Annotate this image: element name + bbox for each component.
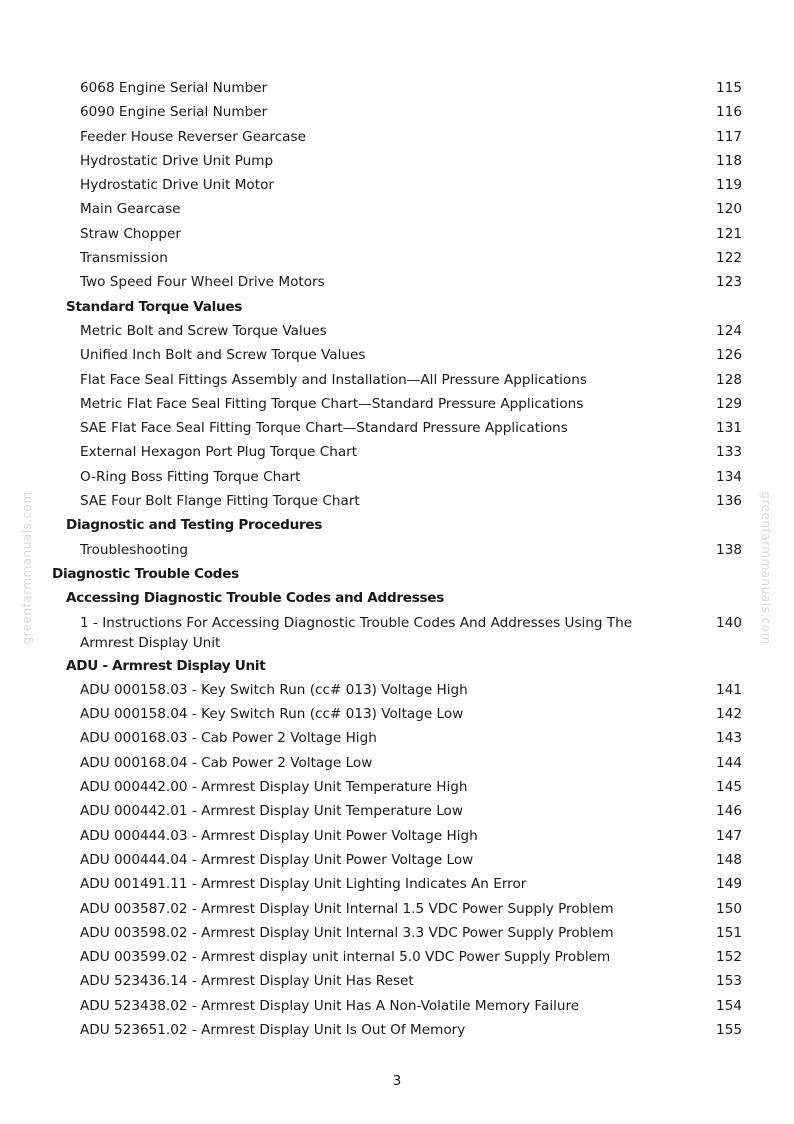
toc-entry-title: ADU 000442.00 - Armrest Display Unit Temperature High	[80, 779, 468, 796]
toc-entry-page: 120	[716, 201, 742, 218]
toc-entry[interactable]	[0, 1018, 794, 1042]
toc-entry-title: ADU - Armrest Display Unit	[66, 657, 266, 674]
toc-entry[interactable]	[0, 125, 794, 149]
table-of-contents	[0, 76, 794, 1042]
toc-entry-page: 128	[716, 371, 742, 388]
toc-entry-page: 147	[716, 827, 742, 844]
toc-entry-title: External Hexagon Port Plug Torque Chart	[80, 444, 358, 461]
toc-entry-title: Diagnostic Trouble Codes	[52, 565, 239, 582]
toc-entry-page: 123	[716, 274, 742, 291]
toc-entry-title: Transmission	[80, 250, 168, 267]
toc-entry-title: Main Gearcase	[80, 201, 181, 218]
toc-entry[interactable]	[0, 897, 794, 921]
toc-entry[interactable]	[0, 799, 794, 823]
toc-entry-title: Two Speed Four Wheel Drive Motors	[80, 274, 325, 291]
toc-entry[interactable]	[0, 994, 794, 1018]
toc-entry[interactable]	[0, 702, 794, 726]
toc-entry[interactable]	[0, 392, 794, 416]
toc-chapter-heading[interactable]	[0, 562, 794, 586]
toc-entry[interactable]	[0, 945, 794, 969]
toc-entry-title: ADU 001491.11 - Armrest Display Unit Lighting Indicates An Error	[80, 876, 527, 893]
toc-section-heading[interactable]	[0, 654, 794, 678]
toc-entry-title: Metric Flat Face Seal Fitting Torque Chart—Standard Pressure Applications	[80, 395, 584, 412]
toc-entry[interactable]	[0, 343, 794, 367]
toc-entry-title: ADU 003598.02 - Armrest Display Unit Internal 3.3 VDC Power Supply Problem	[80, 924, 614, 941]
watermark-right: greenfarmmanuals.com	[759, 491, 773, 645]
toc-entry[interactable]	[0, 76, 794, 100]
toc-entry-title: ADU 000158.04 - Key Switch Run (cc# 013) Voltage Low	[80, 706, 464, 723]
toc-entry-title: 6068 Engine Serial Number	[80, 80, 268, 96]
toc-entry-title: ADU 000158.03 - Key Switch Run (cc# 013) Voltage High	[80, 681, 468, 698]
toc-entry[interactable]	[0, 465, 794, 489]
toc-entry-title: ADU 000444.03 - Armrest Display Unit Power Voltage High	[80, 827, 478, 844]
toc-entry-title: Accessing Diagnostic Trouble Codes and Addresses	[66, 590, 444, 607]
toc-entry-page: 117	[716, 128, 742, 145]
toc-entry-title: Unified Inch Bolt and Screw Torque Values	[80, 347, 366, 364]
toc-entry-title: ADU 000444.04 - Armrest Display Unit Power Voltage Low	[80, 851, 474, 868]
toc-entry-page: 151	[716, 924, 742, 941]
toc-entry-page: 145	[716, 779, 742, 796]
toc-entry-title: Standard Torque Values	[66, 298, 243, 315]
toc-entry[interactable]	[0, 538, 794, 562]
toc-entry-page: 138	[716, 541, 742, 558]
toc-entry-page: 149	[716, 876, 742, 893]
toc-entry[interactable]	[0, 197, 794, 221]
toc-entry[interactable]	[0, 319, 794, 343]
toc-entry-title: Diagnostic and Testing Procedures	[66, 517, 323, 534]
toc-section-heading[interactable]	[0, 295, 794, 319]
toc-entry[interactable]	[0, 489, 794, 513]
toc-entry-title: Hydrostatic Drive Unit Motor	[80, 177, 274, 194]
toc-entry-page: 131	[716, 420, 742, 437]
toc-entry-page: 124	[716, 322, 742, 339]
toc-entry[interactable]	[0, 848, 794, 872]
toc-entry-title: ADU 000442.01 - Armrest Display Unit Temperature Low	[80, 803, 463, 820]
toc-entry-page: 134	[716, 468, 742, 485]
toc-entry-title: ADU 523436.14 - Armrest Display Unit Has Reset	[80, 973, 414, 990]
watermark-left: greenfarmmanuals.com	[20, 491, 34, 645]
toc-section-heading[interactable]	[0, 513, 794, 537]
toc-entry-page: 144	[716, 754, 742, 771]
toc-entry-title: Straw Chopper	[80, 225, 181, 242]
toc-entry-page: 121	[716, 225, 742, 242]
toc-entry[interactable]	[0, 921, 794, 945]
toc-entry[interactable]	[0, 824, 794, 848]
toc-entry-title: O-Ring Boss Fitting Torque Chart	[80, 468, 301, 485]
toc-entry-page: 155	[716, 1021, 742, 1038]
toc-entry-page: 154	[716, 997, 742, 1014]
toc-entry[interactable]	[0, 368, 794, 392]
toc-entry-title: Metric Bolt and Screw Torque Values	[80, 322, 327, 339]
toc-entry-title: ADU 000168.04 - Cab Power 2 Voltage Low	[80, 754, 373, 771]
toc-entry-page: 152	[716, 949, 742, 966]
toc-entry-page: 129	[716, 395, 742, 412]
toc-entry[interactable]	[0, 149, 794, 173]
toc-entry[interactable]	[0, 726, 794, 750]
toc-entry-page: 122	[716, 250, 742, 267]
toc-entry-page: 141	[716, 681, 742, 698]
toc-entry[interactable]	[0, 440, 794, 464]
toc-entry[interactable]	[0, 246, 794, 270]
toc-entry[interactable]	[0, 270, 794, 294]
toc-entry-page: 148	[716, 851, 742, 868]
toc-entry-title: 1 - Instructions For Accessing Diagnostic Trouble Codes And Addresses Using The Armrest Display Unit	[80, 614, 633, 651]
toc-entry-title: SAE Flat Face Seal Fitting Torque Chart—Standard Pressure Applications	[80, 420, 568, 437]
toc-section-heading[interactable]	[0, 586, 794, 610]
toc-entry-title: ADU 003587.02 - Armrest Display Unit Internal 1.5 VDC Power Supply Problem	[80, 900, 614, 917]
toc-entry-page: 126	[716, 347, 742, 364]
toc-entry-page: 146	[716, 803, 742, 820]
toc-entry-page: 153	[716, 973, 742, 990]
toc-entry-title: ADU 523438.02 - Armrest Display Unit Has A Non-Volatile Memory Failure	[80, 997, 580, 1014]
toc-entry-title: Feeder House Reverser Gearcase	[80, 128, 306, 145]
toc-entry[interactable]	[0, 969, 794, 993]
toc-entry-title: ADU 523651.02 - Armrest Display Unit Is Out Of Memory	[80, 1021, 466, 1038]
toc-entry-title: ADU 003599.02 - Armrest display unit internal 5.0 VDC Power Supply Problem	[80, 949, 611, 966]
toc-entry-title: SAE Four Bolt Flange Fitting Torque Chart	[80, 493, 360, 510]
page-number: 3	[392, 1073, 402, 1089]
toc-entry-page: 116	[716, 104, 742, 121]
toc-entry-title: Flat Face Seal Fittings Assembly and Installation—All Pressure Applications	[80, 371, 587, 388]
toc-entry[interactable]	[0, 751, 794, 775]
toc-entry[interactable]	[0, 173, 794, 197]
toc-entry-page: 115	[716, 80, 742, 96]
toc-entry-page: 143	[716, 730, 742, 747]
toc-entry-page: 119	[716, 177, 742, 194]
toc-entry-title: 6090 Engine Serial Number	[80, 104, 268, 121]
toc-entry-page: 118	[716, 152, 742, 169]
toc-entry-title: ADU 000168.03 - Cab Power 2 Voltage High	[80, 730, 377, 747]
toc-entry[interactable]	[0, 222, 794, 246]
toc-entry-page: 140	[716, 614, 742, 631]
toc-entry-title: Troubleshooting	[80, 541, 188, 558]
toc-entry[interactable]	[0, 775, 794, 799]
toc-entry-page: 150	[716, 900, 742, 917]
toc-entry[interactable]	[0, 678, 794, 702]
toc-entry-page: 136	[716, 493, 742, 510]
toc-entry-title: Hydrostatic Drive Unit Pump	[80, 152, 274, 169]
toc-entry[interactable]	[0, 872, 794, 896]
toc-entry[interactable]	[0, 100, 794, 124]
toc-entry-page: 142	[716, 706, 742, 723]
toc-entry-page: 133	[716, 444, 742, 461]
toc-entry[interactable]	[0, 611, 794, 654]
toc-entry[interactable]	[0, 416, 794, 440]
